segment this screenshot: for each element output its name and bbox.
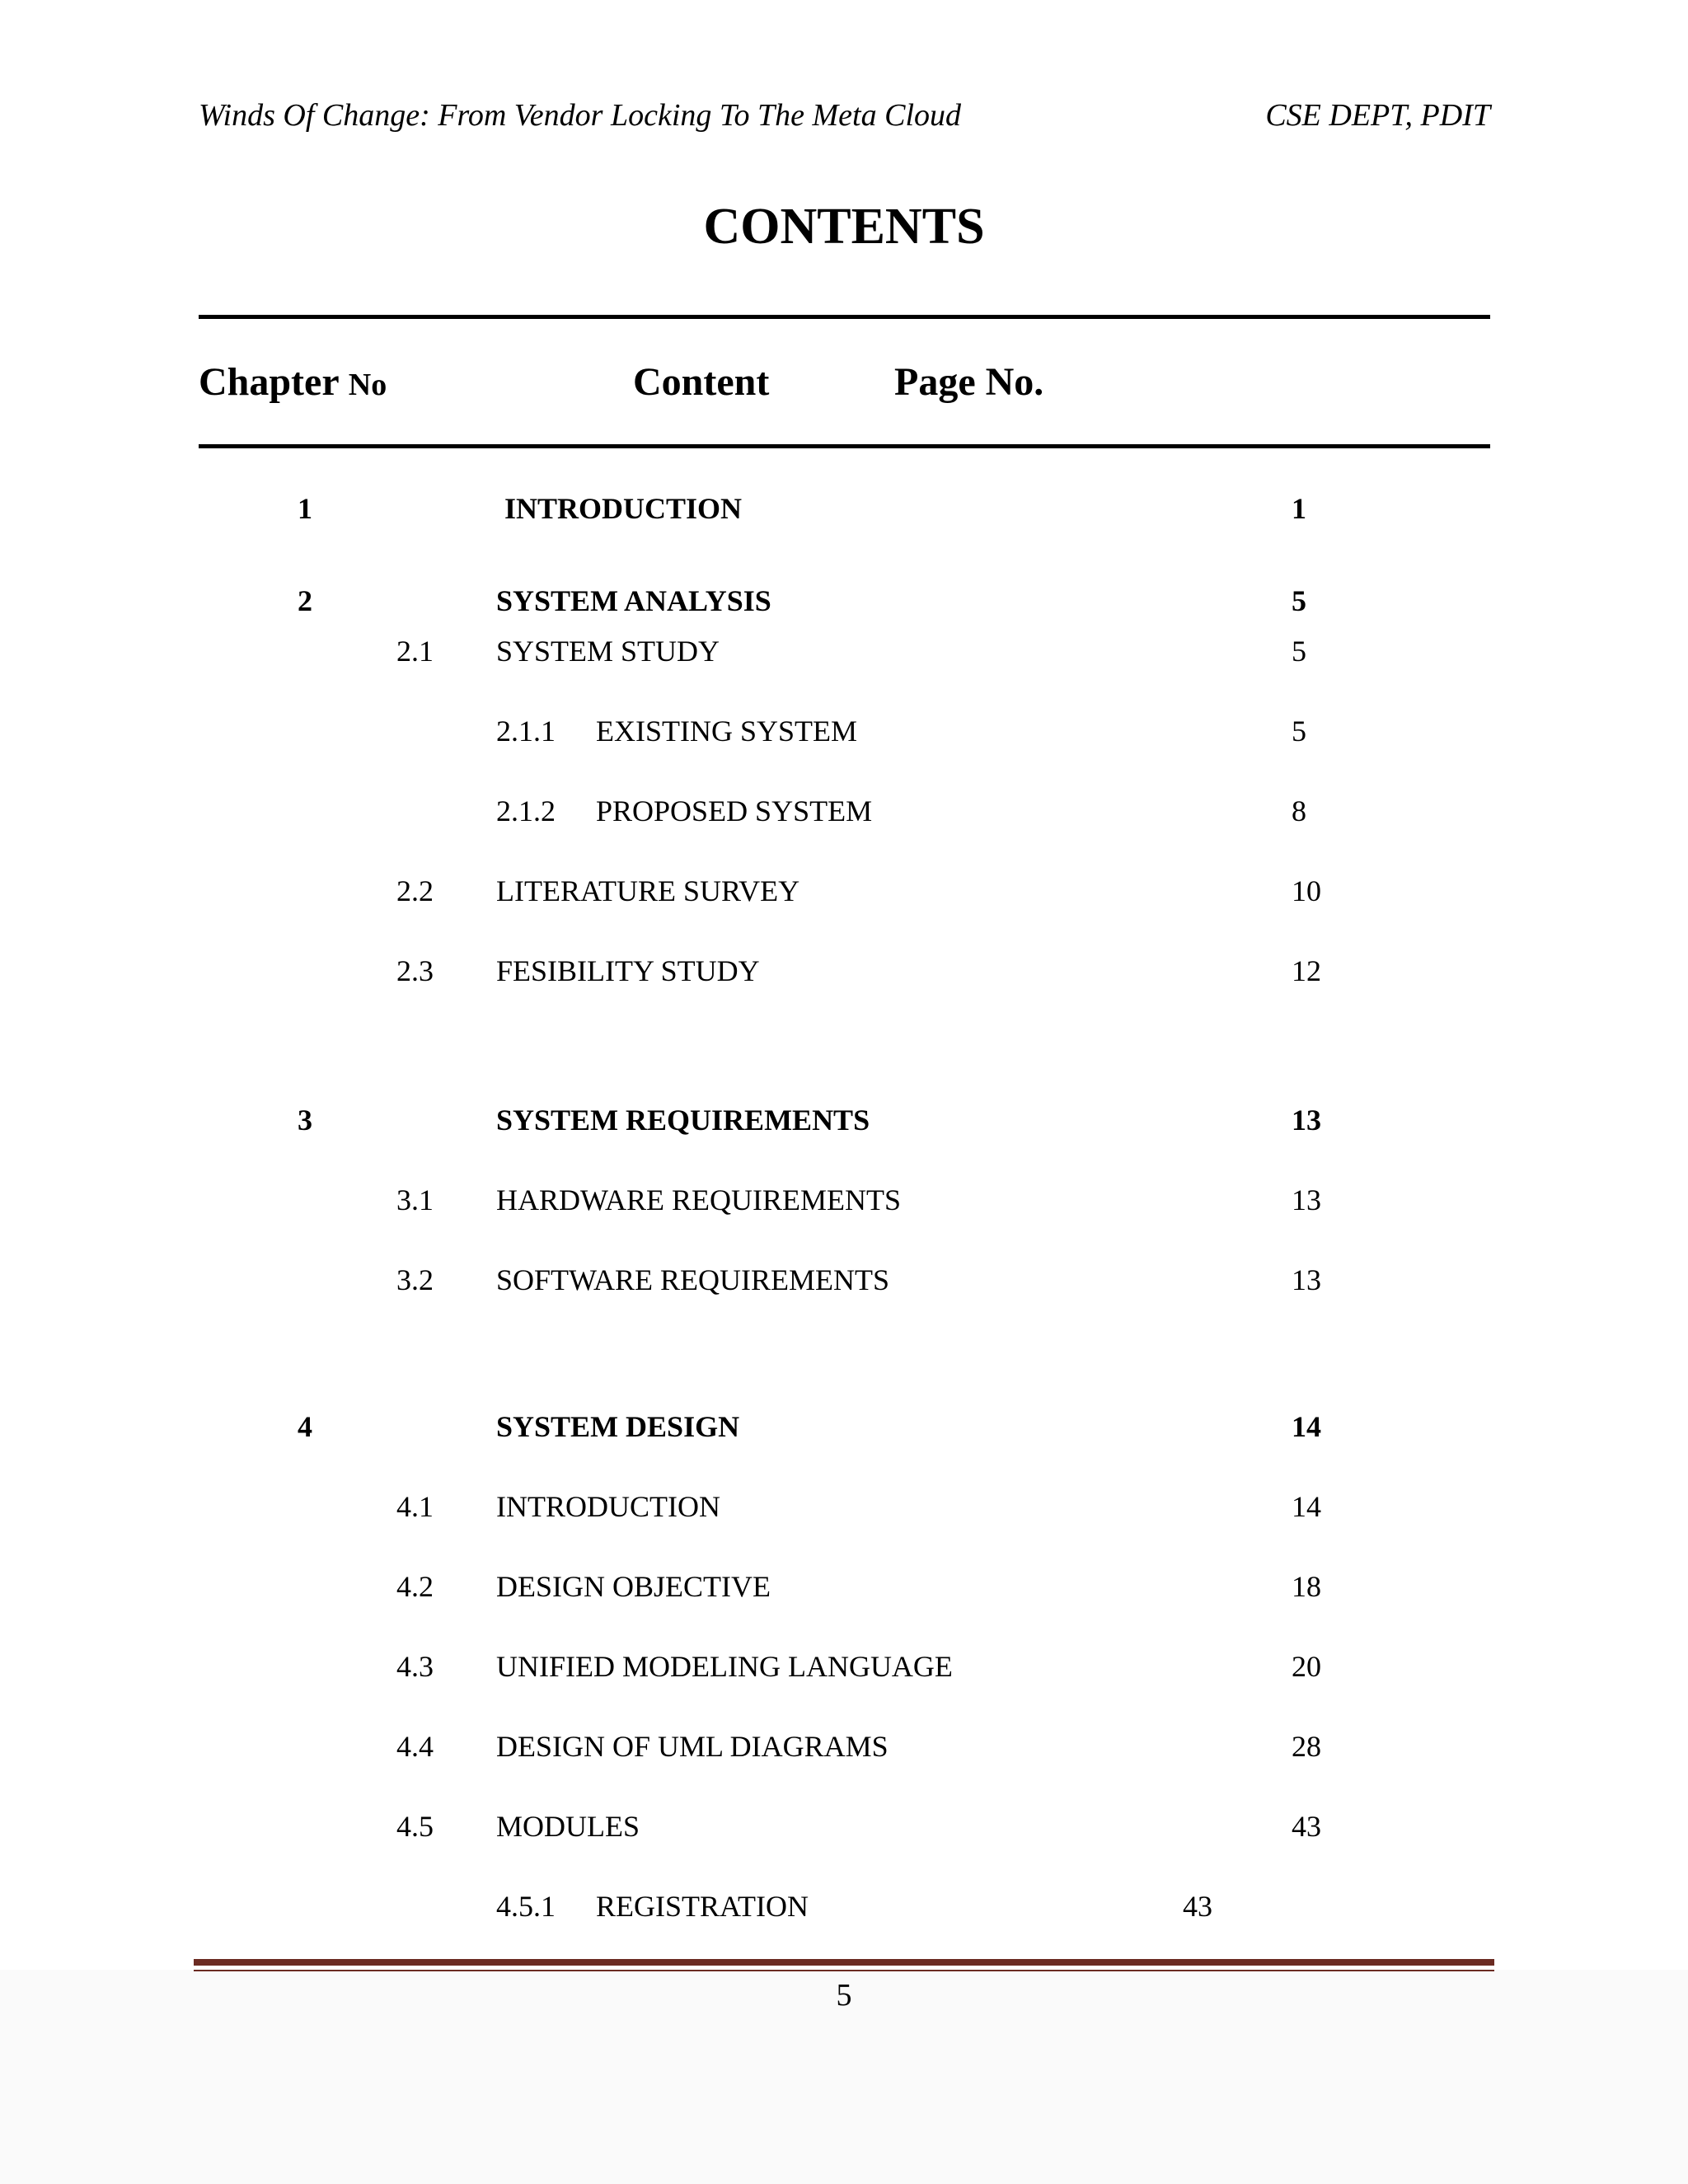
toc-number: 3 <box>298 1104 312 1137</box>
toc-section-row <box>0 1649 1688 1690</box>
toc-chapter-row <box>0 583 1688 625</box>
toc-subsection-row <box>0 1889 1688 1930</box>
toc-title: LITERATURE SURVEY <box>496 874 800 907</box>
toc-title: PROPOSED SYSTEM <box>596 794 873 827</box>
footer-rule-thin <box>194 1970 1494 1971</box>
toc-title: SYSTEM REQUIREMENTS <box>496 1104 870 1137</box>
toc-title: DESIGN OBJECTIVE <box>496 1570 771 1603</box>
toc-title: SYSTEM DESIGN <box>496 1410 740 1443</box>
toc-title: SYSTEM ANALYSIS <box>496 584 771 617</box>
page-title: CONTENTS <box>703 199 985 255</box>
column-header-chapter-label: Chapter <box>199 360 339 404</box>
toc-number: 2.1 <box>396 635 434 668</box>
toc-section-row <box>0 1263 1688 1304</box>
toc-page: 5 <box>1292 635 1306 668</box>
running-header-title: Winds Of Change: From Vendor Locking To The Meta Cloud <box>199 98 962 133</box>
toc-number: 1 <box>298 492 312 525</box>
toc-page: 18 <box>1292 1570 1321 1603</box>
toc-section-row <box>0 1489 1688 1530</box>
toc-page: 12 <box>1292 954 1321 987</box>
toc-title: REGISTRATION <box>596 1890 809 1923</box>
toc-title: MODULES <box>496 1810 640 1843</box>
toc-section-row <box>0 1183 1688 1224</box>
toc-page: 43 <box>1183 1890 1212 1923</box>
column-header-chapter-suffix: No <box>348 368 387 402</box>
toc-subsection-row <box>0 794 1688 835</box>
toc-section-row <box>0 874 1688 915</box>
toc-section-row <box>0 1569 1688 1610</box>
toc-number: 2.2 <box>396 874 434 907</box>
toc-page: 10 <box>1292 874 1321 907</box>
toc-page: 28 <box>1292 1730 1321 1763</box>
toc-page: 5 <box>1292 584 1306 617</box>
toc-page: 5 <box>1292 715 1306 748</box>
toc-section-row <box>0 634 1688 675</box>
toc-section-row <box>0 1729 1688 1770</box>
toc-number: 4.1 <box>396 1490 434 1523</box>
toc-page: 13 <box>1292 1263 1321 1296</box>
toc-number: 2 <box>298 584 312 617</box>
toc-section-row <box>0 1809 1688 1850</box>
toc-number: 4.2 <box>396 1570 434 1603</box>
toc-page: 14 <box>1292 1410 1321 1443</box>
toc-page: 13 <box>1292 1104 1321 1137</box>
toc-title: HARDWARE REQUIREMENTS <box>496 1183 901 1216</box>
toc-title: SOFTWARE REQUIREMENTS <box>496 1263 890 1296</box>
toc-subsection-row <box>0 714 1688 755</box>
toc-number: 2.1.1 <box>496 715 556 748</box>
toc-title: UNIFIED MODELING LANGUAGE <box>496 1650 953 1683</box>
toc-number: 4.3 <box>396 1650 434 1683</box>
toc-page: 14 <box>1292 1490 1321 1523</box>
column-header-page: Page No. <box>894 360 1044 404</box>
toc-page: 43 <box>1292 1810 1321 1843</box>
toc-number: 2.3 <box>396 954 434 987</box>
column-header-content: Content <box>633 360 770 404</box>
toc-number: 3.2 <box>396 1263 434 1296</box>
toc-chapter-row <box>0 1409 1688 1451</box>
toc-page: 1 <box>1292 492 1306 525</box>
toc-section-row <box>0 954 1688 995</box>
toc-number: 2.1.2 <box>496 794 556 827</box>
toc-chapter-row <box>0 1103 1688 1144</box>
toc-chapter-row <box>0 491 1688 532</box>
toc-number: 4.5.1 <box>496 1890 556 1923</box>
footer-rule <box>194 1959 1494 1966</box>
toc-title: FESIBILITY STUDY <box>496 954 760 987</box>
toc-number: 3.1 <box>396 1183 434 1216</box>
toc-page: 20 <box>1292 1650 1321 1683</box>
toc-title: SYSTEM STUDY <box>496 635 720 668</box>
toc-number: 4 <box>298 1410 312 1443</box>
column-header-chapter <box>199 359 387 405</box>
header-rule-bottom <box>199 444 1490 448</box>
toc-page: 13 <box>1292 1183 1321 1216</box>
running-header-department: CSE DEPT, PDIT <box>1265 98 1490 133</box>
toc-page: 8 <box>1292 794 1306 827</box>
toc-number: 4.4 <box>396 1730 434 1763</box>
toc-number: 4.5 <box>396 1810 434 1843</box>
toc-title: INTRODUCTION <box>504 492 743 525</box>
toc-title: EXISTING SYSTEM <box>596 715 858 748</box>
header-rule-top <box>199 315 1490 319</box>
toc-title: INTRODUCTION <box>496 1490 720 1523</box>
page-number: 5 <box>836 1978 852 2013</box>
toc-title: DESIGN OF UML DIAGRAMS <box>496 1730 889 1763</box>
